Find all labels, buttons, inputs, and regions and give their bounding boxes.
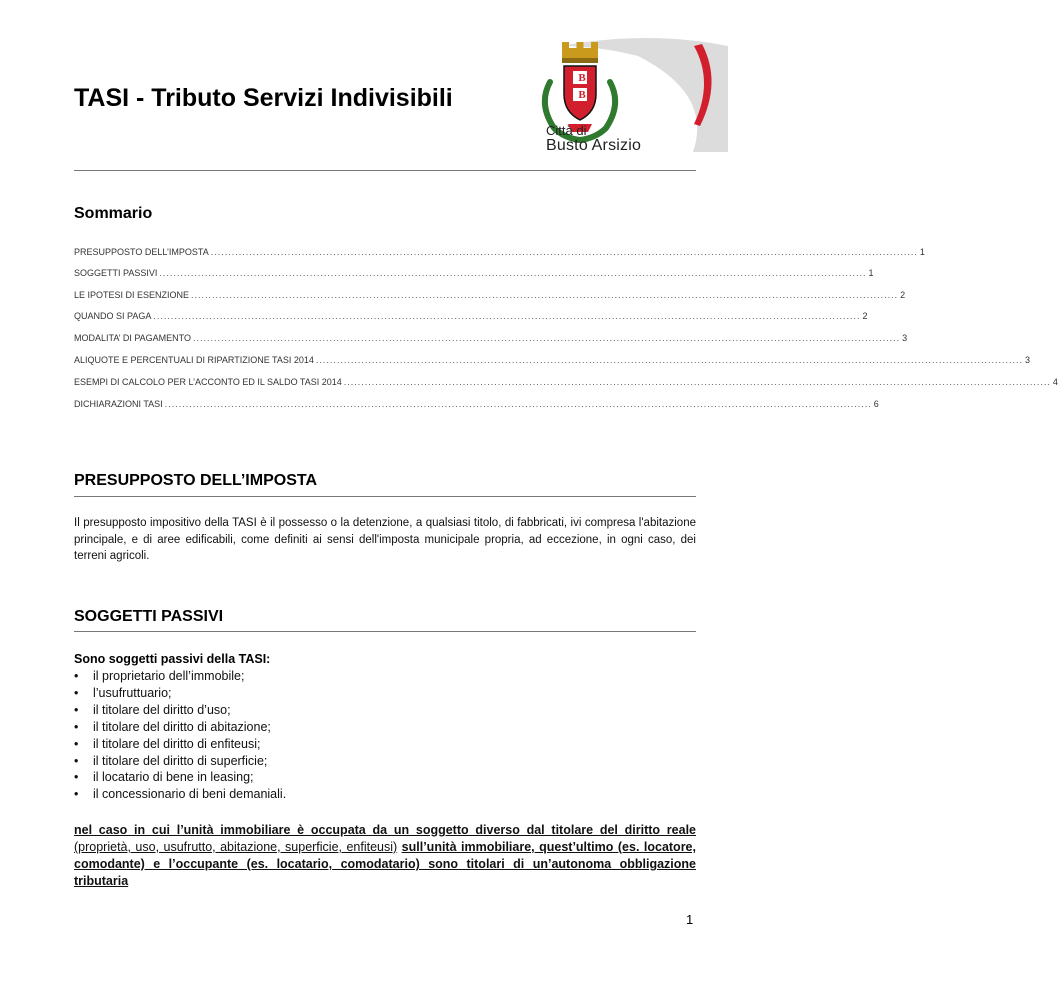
toc-entry-page: 3 — [902, 333, 908, 343]
toc-entry[interactable]: LE IPOTESI DI ESENZIONE .......................................................................................................................................................................................................... 2 — [74, 290, 906, 300]
city-name-line2: Busto Arsizio — [546, 137, 642, 154]
document-title: TASI - Tributo Servizi Indivisibili — [74, 84, 453, 112]
list-item: • il proprietario dell’immobile; — [74, 669, 245, 683]
toc-entry[interactable]: PRESUPPOSTO DELL’IMPOSTA .......................................................................................................................................................................................................... 1 — [74, 247, 925, 257]
note-part-3: sull’unità immobiliare, quest’ultimo (es. locatore, comodante) e l’occupante (es. locatario, comodatario) sono titolari di un’autonoma obbligazione tributaria — [74, 840, 696, 888]
toc-entry-label: ESEMPI DI CALCOLO PER L’ACCONTO ED IL SALDO TASI 2014 — [74, 377, 342, 387]
note-part-1: nel caso in cui l’unità immobiliare è occupata da un soggetto diverso dal titolare del diritto reale — [74, 823, 696, 837]
toc-entry-page: 1 — [919, 247, 925, 257]
toc-entry-label: DICHIARAZIONI TASI — [74, 399, 163, 409]
note-part-2: (proprietà, uso, usufrutto, abitazione, superficie, enfiteusi) — [74, 840, 398, 854]
list-item: • il titolare del diritto di abitazione; — [74, 719, 271, 734]
presupposto-paragraph: Il presupposto impositivo della TASI è il possesso o la detenzione, a qualsiasi titolo, di fabbricati, ivi compresa l'abitazione principale, e di aree edificabili, come definiti ai sensi dell'imposta municipale propria, ad eccezione, in ogni caso, dei terreni agricoli. — [74, 517, 696, 562]
toc-entry-page: 2 — [900, 290, 906, 300]
header-divider — [74, 170, 696, 171]
toc-entry-page: 2 — [862, 311, 868, 321]
toc-entry-label: SOGGETTI PASSIVI — [74, 268, 158, 278]
toc-entry-page: 6 — [873, 399, 879, 409]
section-divider — [74, 496, 696, 497]
toc-entry[interactable]: ESEMPI DI CALCOLO PER L’ACCONTO ED IL SALDO TASI 2014 .......................................................................................................................................................................................................... 4 — [74, 377, 1058, 387]
page-number: 1 — [686, 912, 694, 927]
toc-entry-page: 1 — [868, 268, 874, 278]
list-item: • il titolare del diritto di enfiteusi; — [74, 736, 261, 751]
city-name — [546, 123, 641, 153]
list-item: • il titolare del diritto d’uso; — [74, 702, 231, 717]
section-heading-soggetti: SOGGETTI PASSIVI — [74, 608, 224, 625]
toc-entry[interactable]: SOGGETTI PASSIVI .......................................................................................................................................................................................................... 1 — [74, 268, 874, 278]
section-divider — [74, 631, 696, 632]
city-name-line1: Città di — [546, 123, 587, 138]
toc-entry[interactable]: QUANDO SI PAGA .......................................................................................................................................................................................................... 2 — [74, 311, 868, 321]
list-item: • il locatario di bene in leasing; — [74, 770, 254, 785]
bullet-icon: • — [74, 719, 79, 734]
toc-entry-label: LE IPOTESI DI ESENZIONE — [74, 290, 190, 300]
soggetti-list — [74, 668, 286, 803]
toc-entry-page: 4 — [1052, 377, 1058, 387]
shield-letter-top: B — [578, 72, 586, 84]
bullet-icon: • — [74, 669, 79, 683]
list-item: • il titolare del diritto di superficie; — [74, 753, 268, 768]
toc-entry-label: PRESUPPOSTO DELL’IMPOSTA — [74, 247, 209, 257]
soggetti-note — [74, 822, 696, 890]
section-heading-presupposto: PRESUPPOSTO DELL’IMPOSTA — [74, 472, 317, 489]
bullet-icon: • — [74, 770, 79, 785]
toc-entry-label: ALIQUOTE E PERCENTUALI DI RIPARTIZIONE TASI 2014 — [74, 355, 314, 365]
bullet-icon: • — [74, 685, 79, 700]
list-item: • l’usufruttuario; — [74, 685, 172, 700]
toc-entry-label: MODALITA’ DI PAGAMENTO — [74, 333, 192, 343]
toc-entry-page: 3 — [1025, 355, 1031, 365]
soggetti-list-title: Sono soggetti passivi della TASI: — [74, 652, 271, 666]
toc-entry[interactable]: ALIQUOTE E PERCENTUALI DI RIPARTIZIONE TASI 2014 .......................................................................................................................................................................................................... 3 — [74, 355, 1031, 365]
shield-letter-bottom: B — [578, 89, 586, 101]
bullet-icon: • — [74, 736, 79, 751]
list-item: • il concessionario di beni demaniali. — [74, 787, 287, 802]
bullet-icon: • — [74, 753, 79, 768]
toc-heading: Sommario — [74, 205, 153, 222]
toc-entry[interactable]: MODALITA’ DI PAGAMENTO .......................................................................................................................................................................................................... 3 — [74, 333, 908, 343]
bullet-icon: • — [74, 787, 79, 802]
toc-entry[interactable]: DICHIARAZIONI TASI .......................................................................................................................................................................................................... 6 — [74, 399, 879, 409]
toc-entry-label: QUANDO SI PAGA — [74, 311, 152, 321]
bullet-icon: • — [74, 702, 79, 717]
